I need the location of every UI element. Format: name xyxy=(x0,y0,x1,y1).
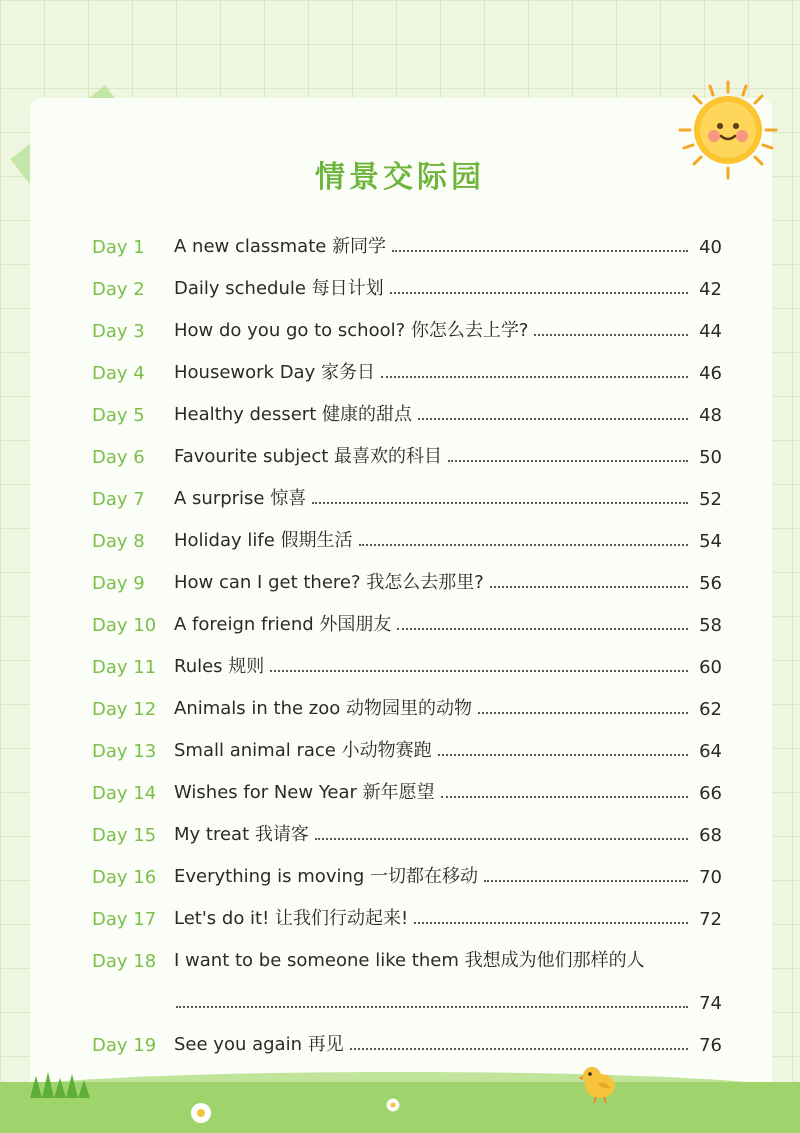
day-label: Day 15 xyxy=(92,825,157,846)
dot-leader xyxy=(418,418,688,420)
dot-leader xyxy=(381,376,688,378)
dot-leader xyxy=(534,334,688,336)
day-label: Day 16 xyxy=(92,867,157,888)
page-number: 40 xyxy=(699,237,722,258)
day-label: Day 11 xyxy=(92,657,157,678)
entry-title: Small animal race 小动物赛跑 xyxy=(174,740,432,761)
dot-leader xyxy=(392,250,688,252)
entry-title: Let's do it! 让我们行动起来! xyxy=(174,908,409,929)
day-label: Day 19 xyxy=(92,1035,157,1056)
toc-entry-day-18-continuation[interactable] xyxy=(176,978,722,1014)
dot-leader xyxy=(270,670,688,672)
toc-entry-day-3[interactable] xyxy=(92,306,722,342)
day-label: Day 2 xyxy=(92,279,145,300)
entry-title: Everything is moving 一切都在移动 xyxy=(174,866,479,887)
toc-entry-day-12[interactable] xyxy=(92,684,722,720)
page-number: 42 xyxy=(699,279,722,300)
day-label: Day 3 xyxy=(92,321,145,342)
toc-entry-day-2[interactable] xyxy=(92,264,722,300)
page-number: 44 xyxy=(699,321,722,342)
dot-leader xyxy=(315,838,688,840)
toc-entry-day-11[interactable] xyxy=(92,642,722,678)
day-label: Day 13 xyxy=(92,741,157,762)
day-label: Day 1 xyxy=(92,237,145,258)
dot-leader xyxy=(312,502,688,504)
day-label: Day 7 xyxy=(92,489,145,510)
dot-leader xyxy=(478,712,688,714)
page-number: 66 xyxy=(699,783,722,804)
page-number: 68 xyxy=(699,825,722,846)
dot-leader xyxy=(441,796,688,798)
toc-entry-day-1[interactable] xyxy=(92,222,722,258)
toc-entry-day-6[interactable] xyxy=(92,432,722,468)
toc-entry-day-19[interactable] xyxy=(92,1020,722,1056)
entry-title: My treat 我请客 xyxy=(174,824,309,845)
dot-leader xyxy=(448,460,688,462)
day-label: Day 9 xyxy=(92,573,145,594)
page-number: 76 xyxy=(699,1035,722,1056)
dot-leader xyxy=(484,880,688,882)
toc-entry-day-7[interactable] xyxy=(92,474,722,510)
dot-leader xyxy=(390,292,688,294)
entry-title: Rules 规则 xyxy=(174,656,265,677)
entry-title: Animals in the zoo 动物园里的动物 xyxy=(174,698,472,719)
page-number: 60 xyxy=(699,657,722,678)
toc-entry-day-10[interactable] xyxy=(92,600,722,636)
day-label: Day 10 xyxy=(92,615,157,636)
toc-entry-day-9[interactable] xyxy=(92,558,722,594)
day-label: Day 6 xyxy=(92,447,145,468)
entry-title: Daily schedule 每日计划 xyxy=(174,278,384,299)
page-number: 52 xyxy=(699,489,722,510)
page-number: 54 xyxy=(699,531,722,552)
day-label: Day 5 xyxy=(92,405,145,426)
entry-title: How can I get there? 我怎么去那里? xyxy=(174,572,484,593)
toc-entry-day-14[interactable] xyxy=(92,768,722,804)
day-label: Day 4 xyxy=(92,363,145,384)
page-number: 70 xyxy=(699,867,722,888)
entry-title: A foreign friend 外国朋友 xyxy=(174,614,392,635)
entry-title: I want to be someone like them 我想成为他们那样的人 xyxy=(174,950,645,971)
toc-entry-day-15[interactable] xyxy=(92,810,722,846)
entry-title: How do you go to school? 你怎么去上学? xyxy=(174,320,529,341)
day-label: Day 18 xyxy=(92,951,157,972)
page-number: 62 xyxy=(699,699,722,720)
entry-title: Healthy dessert 健康的甜点 xyxy=(174,404,412,425)
grass-icon xyxy=(30,1068,90,1098)
flower-icon xyxy=(386,1098,400,1112)
day-label: Day 8 xyxy=(92,531,145,552)
dot-leader xyxy=(359,544,688,546)
entry-title: Housework Day 家务日 xyxy=(174,362,375,383)
page-number: 48 xyxy=(699,405,722,426)
page-number: 74 xyxy=(699,993,722,1014)
page-number: 56 xyxy=(699,573,722,594)
toc-entry-day-5[interactable] xyxy=(92,390,722,426)
toc-entry-day-4[interactable] xyxy=(92,348,722,384)
entry-title: See you again 再见 xyxy=(174,1034,344,1055)
dot-leader xyxy=(350,1048,688,1050)
entry-title: Holiday life 假期生活 xyxy=(174,530,353,551)
dot-leader xyxy=(438,754,688,756)
page-number: 50 xyxy=(699,447,722,468)
page-number: 58 xyxy=(699,615,722,636)
flower-icon xyxy=(190,1102,212,1124)
dot-leader xyxy=(414,922,688,924)
toc-entry-day-8[interactable] xyxy=(92,516,722,552)
day-label: Day 14 xyxy=(92,783,157,804)
ground-decoration xyxy=(0,1082,800,1133)
entry-title: A new classmate 新同学 xyxy=(174,236,387,257)
page-number: 72 xyxy=(699,909,722,930)
day-label: Day 17 xyxy=(92,909,157,930)
bird-icon xyxy=(576,1060,620,1104)
toc-entry-day-18[interactable] xyxy=(92,936,722,972)
page-number: 64 xyxy=(699,741,722,762)
toc-entry-day-13[interactable] xyxy=(92,726,722,762)
toc-entry-day-17[interactable] xyxy=(92,894,722,930)
entry-title: Wishes for New Year 新年愿望 xyxy=(174,782,435,803)
entry-title: Favourite subject 最喜欢的科目 xyxy=(174,446,443,467)
entry-title: A surprise 惊喜 xyxy=(174,488,307,509)
dot-leader xyxy=(397,628,688,630)
dot-leader xyxy=(490,586,688,588)
dot-leader xyxy=(176,1006,688,1008)
toc-entry-day-16[interactable] xyxy=(92,852,722,888)
page-number: 46 xyxy=(699,363,722,384)
day-label: Day 12 xyxy=(92,699,157,720)
page-title: 情景交际园 xyxy=(315,160,485,195)
